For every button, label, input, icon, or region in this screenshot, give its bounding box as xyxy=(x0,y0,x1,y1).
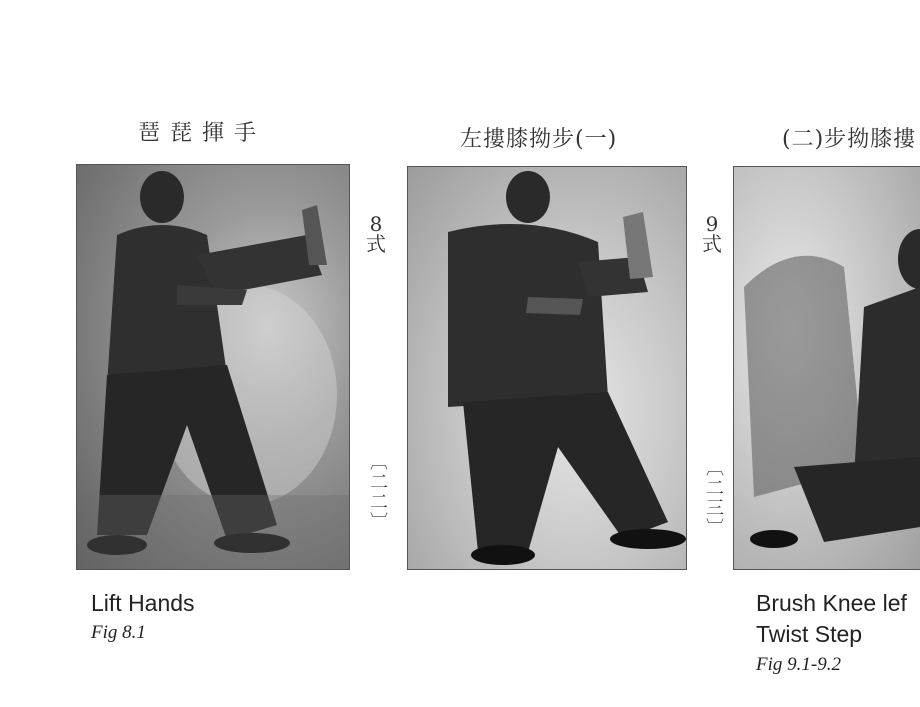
figure-silhouette-3 xyxy=(734,167,920,569)
figure-silhouette-2 xyxy=(408,167,686,569)
page-bracket-mark-2: 〔二三〕 xyxy=(703,458,724,538)
caption-fig-9-1-9-2: Fig 9.1-9.2 xyxy=(756,654,841,675)
page-bracket-mark-1: 〔二二〕 xyxy=(367,452,388,532)
figure-silhouette-1 xyxy=(77,165,349,569)
posture-label: 式 xyxy=(702,232,722,256)
figure-3-chinese-title: (二)步拗膝摟 xyxy=(782,127,917,152)
posture-label: 式 xyxy=(366,232,386,256)
caption-title-brush-knee-line2: Twist Step xyxy=(756,621,863,647)
posture-number-9 xyxy=(702,214,722,254)
figure-1-chinese-title: 手揮琵琶 xyxy=(138,121,267,146)
posture-number: 9 xyxy=(705,212,719,236)
caption-fig-8-1: Fig 8.1 xyxy=(91,622,146,643)
photo-brush-knee-2 xyxy=(733,166,920,570)
caption-title-lift-hands: Lift Hands xyxy=(91,590,195,616)
posture-number: 8 xyxy=(369,212,383,236)
posture-number-8 xyxy=(366,214,386,254)
caption-title-brush-knee-line1: Brush Knee lef xyxy=(756,590,907,616)
photo-brush-knee-1 xyxy=(407,166,687,570)
photo-lift-hands xyxy=(76,164,350,570)
figure-2-chinese-title: 左摟膝拗步(一) xyxy=(460,127,618,152)
